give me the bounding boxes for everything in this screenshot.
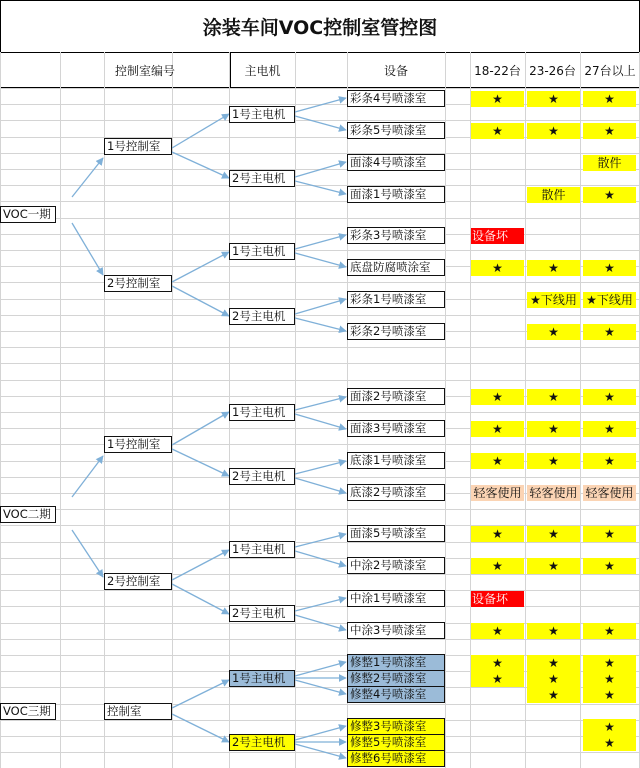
arrow-line: [295, 414, 346, 429]
status-cell: ★: [471, 526, 524, 542]
status-cell: 轻客使用: [527, 485, 580, 501]
status-cell: ★: [583, 421, 636, 437]
status-cell: ★: [527, 421, 580, 437]
control-room-box: 2号控制室: [104, 275, 172, 292]
phase-label: VOC三期: [0, 703, 56, 720]
arrow-line: [172, 714, 229, 742]
arrow-line: [172, 550, 229, 580]
status-cell: ★: [471, 671, 524, 687]
equipment-box: 修整3号喷漆室: [347, 718, 445, 735]
arrow-line: [295, 162, 346, 177]
status-cell: ★: [583, 719, 636, 735]
arrow-line: [72, 223, 103, 275]
status-cell: ★: [527, 453, 580, 469]
status-cell: ★: [583, 623, 636, 639]
equipment-box: 中涂1号喷漆室: [347, 590, 445, 607]
main-motor-box: 2号主电机: [229, 468, 295, 485]
status-cell: ★: [583, 558, 636, 574]
arrow-line: [172, 152, 229, 178]
header-equipment: 设备: [383, 63, 408, 78]
equipment-box: 修整5号喷漆室: [347, 734, 445, 751]
equipment-box: 修整1号喷漆室: [347, 654, 445, 671]
status-cell: ★: [471, 91, 524, 107]
equipment-box: 彩条1号喷漆室: [347, 291, 445, 308]
arrow-line: [172, 286, 229, 316]
control-room-box: 1号控制室: [104, 138, 172, 155]
arrow-line: [172, 449, 229, 476]
arrow-line: [295, 598, 346, 611]
header-27-plus: 27台以上: [584, 63, 636, 78]
status-cell: ★: [527, 671, 580, 687]
header-main-motor: 主电机: [244, 63, 281, 78]
status-cell: ★: [527, 687, 580, 703]
arrow-line: [72, 456, 103, 497]
main-motor-box: 1号主电机: [229, 243, 295, 260]
status-cell: 轻客使用: [583, 485, 636, 501]
status-cell: 设备坏: [471, 591, 524, 607]
status-cell: ★: [527, 91, 580, 107]
status-cell: ★: [527, 558, 580, 574]
status-cell: ★下线用: [583, 292, 636, 308]
status-cell: ★: [583, 389, 636, 405]
equipment-box: 面漆3号喷漆室: [347, 420, 445, 437]
arrow-line: [295, 253, 346, 267]
status-cell: ★: [527, 655, 580, 671]
arrow-line: [295, 318, 346, 331]
status-cell: ★: [527, 324, 580, 340]
control-room-box: 控制室: [104, 703, 172, 720]
status-cell: ★: [583, 187, 636, 203]
status-cell: ★: [583, 123, 636, 139]
status-cell: ★: [583, 526, 636, 542]
arrow-line: [295, 397, 346, 410]
status-cell: ★: [471, 453, 524, 469]
equipment-box: 面漆5号喷漆室: [347, 525, 445, 542]
status-cell: ★: [583, 91, 636, 107]
arrow-line: [295, 615, 346, 630]
equipment-box: 修整6号喷漆室: [347, 750, 445, 767]
status-cell: ★: [583, 324, 636, 340]
status-cell: ★: [471, 260, 524, 276]
arrow-line: [295, 116, 346, 130]
header-control-room: 控制室编号: [114, 63, 175, 78]
arrow-line: [172, 584, 229, 614]
equipment-box: 底漆1号喷漆室: [347, 452, 445, 469]
status-cell: 散件: [583, 155, 636, 171]
main-motor-box: 1号主电机: [229, 106, 295, 123]
arrow-line: [172, 252, 229, 282]
status-cell: ★: [583, 671, 636, 687]
main-motor-box: 1号主电机: [229, 404, 295, 421]
status-cell: ★: [583, 687, 636, 703]
arrow-line: [295, 551, 346, 566]
status-cell: ★: [471, 421, 524, 437]
status-cell: ★: [471, 558, 524, 574]
status-cell: ★: [527, 389, 580, 405]
main-motor-box: 2号主电机: [229, 605, 295, 622]
main-motor-box: 1号主电机: [229, 541, 295, 558]
phase-label: VOC二期: [0, 506, 56, 523]
main-motor-box: 2号主电机: [229, 170, 295, 187]
status-cell: ★下线用: [527, 292, 580, 308]
status-cell: ★: [527, 623, 580, 639]
status-cell: ★: [527, 526, 580, 542]
page-title: 涂装车间VOC控制室管控图: [202, 16, 438, 39]
arrow-line: [295, 98, 346, 112]
status-cell: 散件: [527, 187, 580, 203]
arrow-line: [172, 114, 229, 148]
equipment-box: 彩条3号喷漆室: [347, 227, 445, 244]
equipment-box: 彩条4号喷漆室: [347, 90, 445, 107]
phase-label: VOC一期: [0, 206, 56, 223]
status-cell: ★: [583, 655, 636, 671]
control-room-box: 1号控制室: [104, 436, 172, 453]
arrow-line: [295, 181, 346, 194]
status-cell: ★: [583, 260, 636, 276]
equipment-box: 底漆2号喷漆室: [347, 484, 445, 501]
header-18-22: 18-22台: [474, 63, 521, 78]
equipment-box: 面漆2号喷漆室: [347, 388, 445, 405]
arrow-line: [295, 235, 346, 249]
status-cell: ★: [583, 735, 636, 751]
header-23-26: 23-26台: [529, 63, 576, 78]
arrow-line: [295, 534, 346, 547]
equipment-box: 中涂2号喷漆室: [347, 557, 445, 574]
arrow-line: [295, 299, 346, 314]
main-motor-box: 1号主电机: [229, 670, 295, 687]
equipment-box: 修整4号喷漆室: [347, 686, 445, 703]
equipment-box: 修整2号喷漆室: [347, 670, 445, 687]
arrow-line: [295, 726, 346, 740]
status-cell: 轻客使用: [471, 485, 524, 501]
equipment-box: 中涂3号喷漆室: [347, 622, 445, 639]
status-cell: ★: [471, 389, 524, 405]
equipment-box: 彩条5号喷漆室: [347, 122, 445, 139]
status-cell: 设备坏: [471, 228, 524, 244]
arrow-line: [172, 680, 229, 708]
arrow-line: [295, 461, 346, 474]
status-cell: ★: [471, 623, 524, 639]
equipment-box: 面漆4号喷漆室: [347, 154, 445, 171]
arrow-line: [295, 744, 346, 758]
status-cell: ★: [527, 260, 580, 276]
equipment-box: 面漆1号喷漆室: [347, 186, 445, 203]
status-cell: ★: [471, 123, 524, 139]
arrow-line: [172, 412, 229, 445]
arrow-line: [295, 662, 346, 676]
equipment-box: 彩条2号喷漆室: [347, 323, 445, 340]
equipment-box: 底盘防腐喷涂室: [347, 259, 445, 276]
status-cell: ★: [583, 453, 636, 469]
status-cell: ★: [527, 123, 580, 139]
arrow-line: [295, 680, 346, 694]
main-motor-box: 2号主电机: [229, 734, 295, 751]
arrow-line: [72, 530, 103, 577]
main-motor-box: 2号主电机: [229, 308, 295, 325]
arrow-line: [72, 158, 103, 197]
control-room-box: 2号控制室: [104, 573, 172, 590]
status-cell: ★: [471, 655, 524, 671]
arrow-line: [295, 478, 346, 493]
